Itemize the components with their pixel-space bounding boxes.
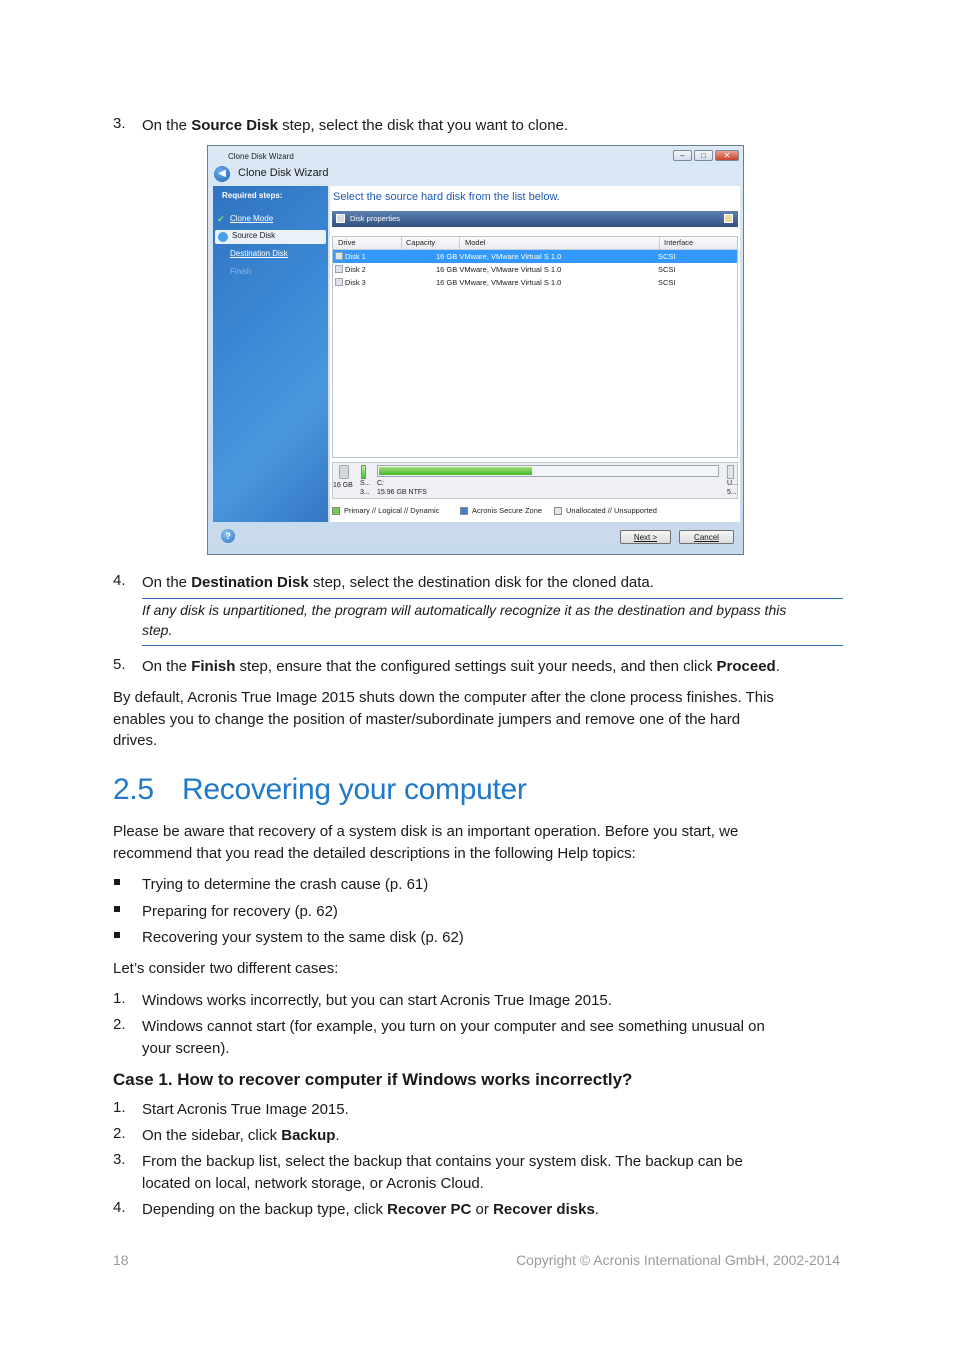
disk-row-model: 16 GB VMware, VMware Virtual S 1.0 [436,265,562,274]
section-heading [113,773,527,807]
disk-properties-icon [336,214,345,223]
unallocated-label-1: U... [727,480,738,487]
legend-label: Primary // Logical // Dynamic [344,506,440,515]
case-2-number: 2. [113,1016,126,1033]
window-title: Clone Disk Wizard [228,152,294,161]
unallocated-bar[interactable] [727,465,734,479]
disk-row-drive: Disk 1 [345,252,366,261]
disk-icon [335,265,343,273]
next-button[interactable]: Next > [620,530,671,544]
step-3-number: 3. [113,115,126,132]
close-button[interactable]: ✕ [715,150,739,161]
legend-swatch [332,507,340,515]
small-partition-label-2: 3... [360,489,370,496]
cancel-button[interactable]: Cancel [679,530,734,544]
sidebar-heading: Required steps: [222,191,283,200]
sidebar-item-source-disk[interactable] [215,230,326,244]
disk-row-3[interactable] [333,276,737,289]
disk-icon [335,278,343,286]
disk-row-interface: SCSI [658,252,676,261]
bullet-icon [114,932,120,938]
topic-link[interactable]: Recovering your system to the same disk (p. 62) [142,929,464,946]
help-icon[interactable]: ? [221,529,235,543]
wizard-content [330,186,740,522]
case-1-number: 1. [113,990,126,1007]
bullet-icon [114,906,120,912]
disk-size: 16 GB [333,482,353,489]
disk-row-model: 16 GB VMware, VMware Virtual S 1.0 [436,278,562,287]
disk-properties-label: Disk properties [350,214,401,223]
disk-row-2[interactable] [333,263,737,276]
case-1-text: Windows works incorrectly, but you can start Acronis True Image 2015. [142,992,612,1009]
maximize-button[interactable]: □ [694,150,713,161]
main-partition-bar[interactable] [377,465,719,477]
main-partition-info: 15.96 GB NTFS [377,489,427,496]
legend-primary [332,506,439,515]
step-5-text: On the Finish step, ensure that the configured settings suit your needs, and then click Proceed. [142,658,780,675]
disk-list [332,236,738,458]
minimize-button[interactable]: – [673,150,692,161]
main-partition-letter: C: [377,480,384,487]
main-partition-fill [379,467,532,475]
wizard-footer [213,524,739,551]
column-drive[interactable]: Drive [338,238,356,247]
disk-list-header [333,237,737,250]
partition-map [332,462,738,499]
column-model[interactable]: Model [465,238,486,247]
legend-label: Unallocated // Unsupported [566,506,657,515]
disk-row-model: 16 GB VMware, VMware Virtual S 1.0 [436,252,562,261]
section-title: Recovering your computer [182,773,527,806]
case-2-text: Windows cannot start (for example, you turn on your computer and see something unusual on your screen). [142,1018,765,1057]
disk-properties-bar[interactable] [332,211,738,227]
step-4-text: On the Destination Disk step, select the destination disk for the cloned data. [142,574,654,591]
legend-swatch [554,507,562,515]
disk-row-drive: Disk 3 [345,278,366,287]
legend-swatch [460,507,468,515]
bullet-icon [114,879,120,885]
step-5-number: 5. [113,656,126,673]
case-1-heading: Case 1. How to recover computer if Windows works incorrectly? [113,1070,633,1089]
step-4-number: 4. [113,572,126,589]
back-arrow-icon[interactable]: ◀ [214,166,230,182]
settings-icon[interactable] [724,214,733,223]
intro-paragraph: Please be aware that recovery of a system disk is an important operation. Before you start, we recommend that you read the detailed descriptions in the following Help topics: [113,823,739,862]
topic-link[interactable]: Trying to determine the crash cause (p. 61) [142,876,429,893]
instruction-text: Select the source hard disk from the list below. [333,191,560,203]
column-interface[interactable]: Interface [664,238,694,247]
sidebar-item-destination-disk[interactable]: Destination Disk [230,249,288,258]
copyright: Copyright © Acronis International GmbH, 2002-2014 [516,1252,840,1268]
wizard-title: Clone Disk Wizard [238,167,329,179]
step-3-text: On the Source Disk step, select the disk that you want to clone. [142,117,569,134]
sidebar-item-label: Source Disk [232,231,276,240]
column-capacity[interactable]: Capacity [406,238,436,247]
legend-unallocated [554,506,657,515]
note-text: If any disk is unpartitioned, the program will automatically recognize it as the destination and bypass this step. [142,602,787,638]
sidebar-item-clone-mode[interactable]: Clone Mode [230,214,274,223]
cases-intro: Let’s consider two different cases: [113,960,339,977]
topic-link[interactable]: Preparing for recovery (p. 62) [142,903,338,920]
case1-step-3-text: From the backup list, select the backup that contains your system disk. The backup can be located on local, network storage, or Acronis Cloud. [142,1153,743,1192]
case1-step-4-text: Depending on the backup type, click Recover PC or Recover disks. [142,1201,599,1218]
case1-step-1-text: Start Acronis True Image 2015. [142,1101,349,1118]
page-number: 18 [113,1252,129,1268]
checkmark-icon: ✔ [217,214,225,224]
case1-step-2-text: On the sidebar, click Backup. [142,1127,340,1144]
disk-row-interface: SCSI [658,278,676,287]
disk-icon [335,252,343,260]
wizard-sidebar [213,186,328,522]
hard-disk-icon [335,465,355,496]
disk-row-1[interactable] [333,250,737,263]
small-partition-bar[interactable] [361,465,366,479]
default-behavior-paragraph: By default, Acronis True Image 2015 shuts down the computer after the clone process finishes. This enables you to change the position of master/subordinate jumpers and remove one of the hard drives. [113,689,774,749]
section-number: 2.5 [113,773,154,806]
case1-step-2-number: 2. [113,1125,126,1142]
case1-step-3-number: 3. [113,1151,126,1168]
sidebar-item-finish: Finish [230,267,252,276]
current-step-icon [218,232,228,242]
legend-label: Acronis Secure Zone [472,506,543,515]
case1-step-1-number: 1. [113,1099,126,1116]
disk-row-drive: Disk 2 [345,265,366,274]
small-partition-label-1: S... [360,480,371,487]
legend-secure-zone [460,506,542,515]
clone-disk-wizard-window [207,145,744,555]
note-box [142,598,843,646]
case1-step-4-number: 4. [113,1199,126,1216]
unallocated-label-2: 5... [727,489,737,496]
disk-row-interface: SCSI [658,265,676,274]
